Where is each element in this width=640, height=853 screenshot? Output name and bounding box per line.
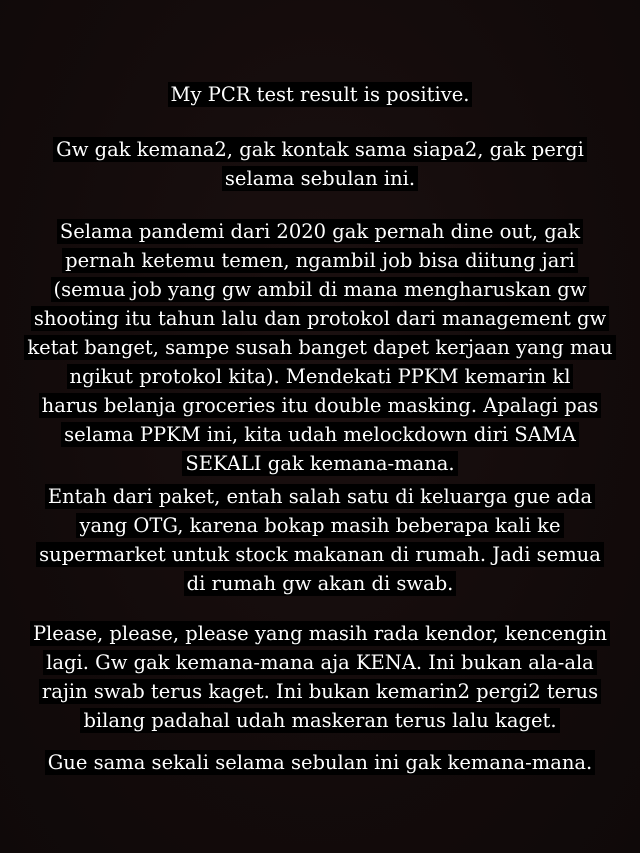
text-line: di rumah gw akan di swab. xyxy=(0,569,640,598)
paragraph-2 xyxy=(0,135,640,193)
text-line: bilang padahal udah maskeran terus lalu kaget. xyxy=(0,706,640,735)
text-line: lagi. Gw gak kemana-mana aja KENA. Ini bukan ala-ala xyxy=(0,648,640,677)
text-line: selama sebulan ini. xyxy=(0,164,640,193)
paragraph-4 xyxy=(0,482,640,598)
text-line: Selama pandemi dari 2020 gak pernah dine out, gak xyxy=(0,217,640,246)
text-line: (semua job yang gw ambil di mana mengharuskan gw xyxy=(0,275,640,304)
text-line: yang OTG, karena bokap masih beberapa kali ke xyxy=(0,511,640,540)
text-line: Gw gak kemana2, gak kontak sama siapa2, gak pergi xyxy=(0,135,640,164)
paragraph-1 xyxy=(0,80,640,109)
text-line: pernah ketemu temen, ngambil job bisa diitung jari xyxy=(0,246,640,275)
text-line: supermarket untuk stock makanan di rumah. Jadi semua xyxy=(0,540,640,569)
text-line: rajin swab terus kaget. Ini bukan kemarin2 pergi2 terus xyxy=(0,677,640,706)
text-line: My PCR test result is positive. xyxy=(0,80,640,109)
text-line: Entah dari paket, entah salah satu di keluarga gue ada xyxy=(0,482,640,511)
text-line: ngikut protokol kita). Mendekati PPKM kemarin kl xyxy=(0,362,640,391)
text-line: SEKALI gak kemana-mana. xyxy=(0,449,640,478)
text-line: ketat banget, sampe susah banget dapet kerjaan yang mau xyxy=(0,333,640,362)
text-line: selama PPKM ini, kita udah melockdown diri SAMA xyxy=(0,420,640,449)
text-line: Please, please, please yang masih rada kendor, kencengin xyxy=(0,619,640,648)
paragraph-5 xyxy=(0,619,640,735)
text-line: Gue sama sekali selama sebulan ini gak kemana-mana. xyxy=(0,748,640,777)
text-line: shooting itu tahun lalu dan protokol dari management gw xyxy=(0,304,640,333)
paragraph-3 xyxy=(0,217,640,478)
text-line: harus belanja groceries itu double masking. Apalagi pas xyxy=(0,391,640,420)
paragraph-6 xyxy=(0,748,640,777)
